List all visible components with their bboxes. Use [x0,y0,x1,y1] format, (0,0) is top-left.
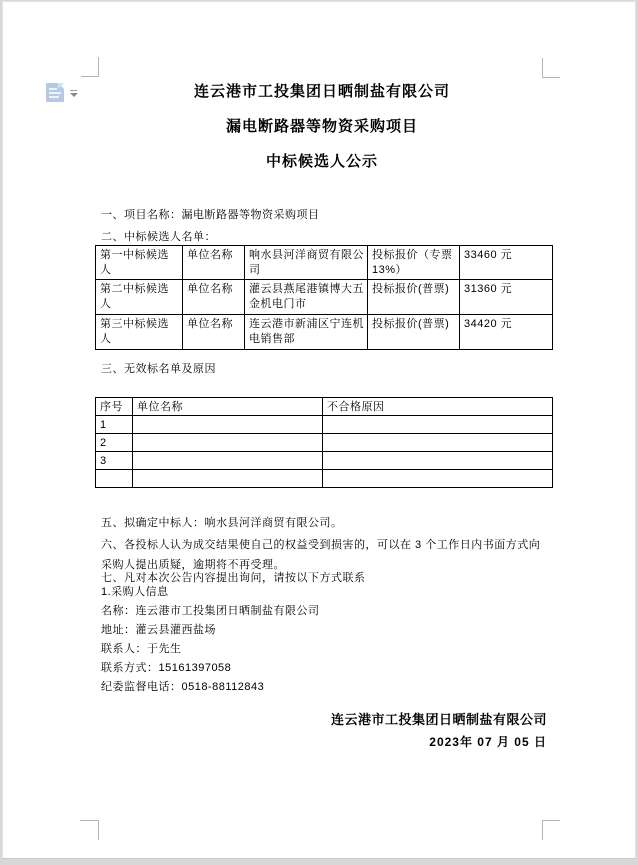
title-announce: 中标候选人公示 [265,153,378,170]
section-candidate-list: 二、中标候选人名单： [101,231,216,243]
table-row [96,470,553,488]
signature-company: 连云港市工投集团日晒制盐有限公司 [330,712,547,727]
purchaser-info-block [101,583,549,697]
contact-person: 联系人：于先生 [101,643,182,655]
candidates-table [95,245,553,350]
price-value: 33460 元 [460,246,553,280]
document-page [2,1,636,859]
price-label: 投标报价(普票) [368,280,460,315]
contact-phone: 联系方式：15161397058 [101,662,232,674]
candidate-rank: 第三中标候选人 [96,315,183,350]
purchaser-name: 名称：连云港市工投集团日晒制盐有限公司 [101,605,320,617]
crop-mark-top-left-h [81,76,99,77]
reason-cell [323,470,553,488]
header-serial: 序号 [96,398,133,416]
header-reason: 不合格原因 [323,398,553,416]
candidate-rank: 第二中标候选人 [96,280,183,315]
title-project: 漏电断路器等物资采购项目 [225,118,418,135]
table-row [96,315,553,350]
reason-cell [323,416,553,434]
reason-cell [323,452,553,470]
serial-cell [96,470,133,488]
company-name: 灌云县燕尾港镇博大五金机电门市 [245,280,368,315]
reason-cell [323,434,553,452]
title-company: 连云港市工投集团日晒制盐有限公司 [193,83,450,100]
header-unit: 单位名称 [133,398,323,416]
purchaser-info-heading: 1.采购人信息 [101,586,169,598]
crop-mark-bottom-right-h [542,820,560,821]
unit-label: 单位名称 [183,246,245,280]
paste-options-button[interactable] [44,82,82,104]
unit-label: 单位名称 [183,315,245,350]
unit-cell [133,452,323,470]
price-value: 31360 元 [460,280,553,315]
company-name: 响水县河洋商贸有限公司 [245,246,368,280]
serial-cell: 2 [96,434,133,452]
price-label: 投标报价（专票13%） [368,246,460,280]
section-invalid-bids: 三、无效标名单及原因 [101,363,216,375]
table-row [96,246,553,280]
table-row [96,416,553,434]
unit-cell [133,416,323,434]
price-value: 34420 元 [460,315,553,350]
section-proposed-winner: 五、拟确定中标人：响水县河洋商贸有限公司。 [101,517,343,529]
unit-cell [133,434,323,452]
invalid-bids-table [95,397,553,488]
section-project-name: 一、项目名称：漏电断路器等物资采购项目 [101,209,320,221]
section-objection-notice: 六、各投标人认为成交结果使自己的权益受到损害的，可以在 3 个工作日内书面方式向采购人提出质疑，逾期将不再受理。 [101,539,541,571]
clipboard-document-icon [46,83,64,102]
crop-mark-bottom-left-v [98,820,99,840]
candidate-rank: 第一中标候选人 [96,246,183,280]
serial-cell: 3 [96,452,133,470]
chevron-down-icon[interactable] [69,90,78,98]
table-row [96,280,553,315]
purchaser-address: 地址：灌云县灌西盐场 [101,624,216,636]
price-label: 投标报价(普票) [368,315,460,350]
unit-label: 单位名称 [183,280,245,315]
company-name: 连云港市新浦区宁连机电销售部 [245,315,368,350]
serial-cell: 1 [96,416,133,434]
supervision-phone: 纪委监督电话：0518-88112843 [101,681,265,693]
table-row [96,434,553,452]
table-header-row [96,398,553,416]
crop-mark-bottom-left-h [80,820,99,821]
document-title [99,74,545,179]
signature-block [101,708,547,752]
signature-date: 2023年 07 月 05 日 [429,735,547,749]
table-row [96,452,553,470]
crop-mark-bottom-right-v [542,820,543,840]
unit-cell [133,470,323,488]
section-inquiry-contact: 七、凡对本次公告内容提出询问，请按以下方式联系 [101,572,366,584]
